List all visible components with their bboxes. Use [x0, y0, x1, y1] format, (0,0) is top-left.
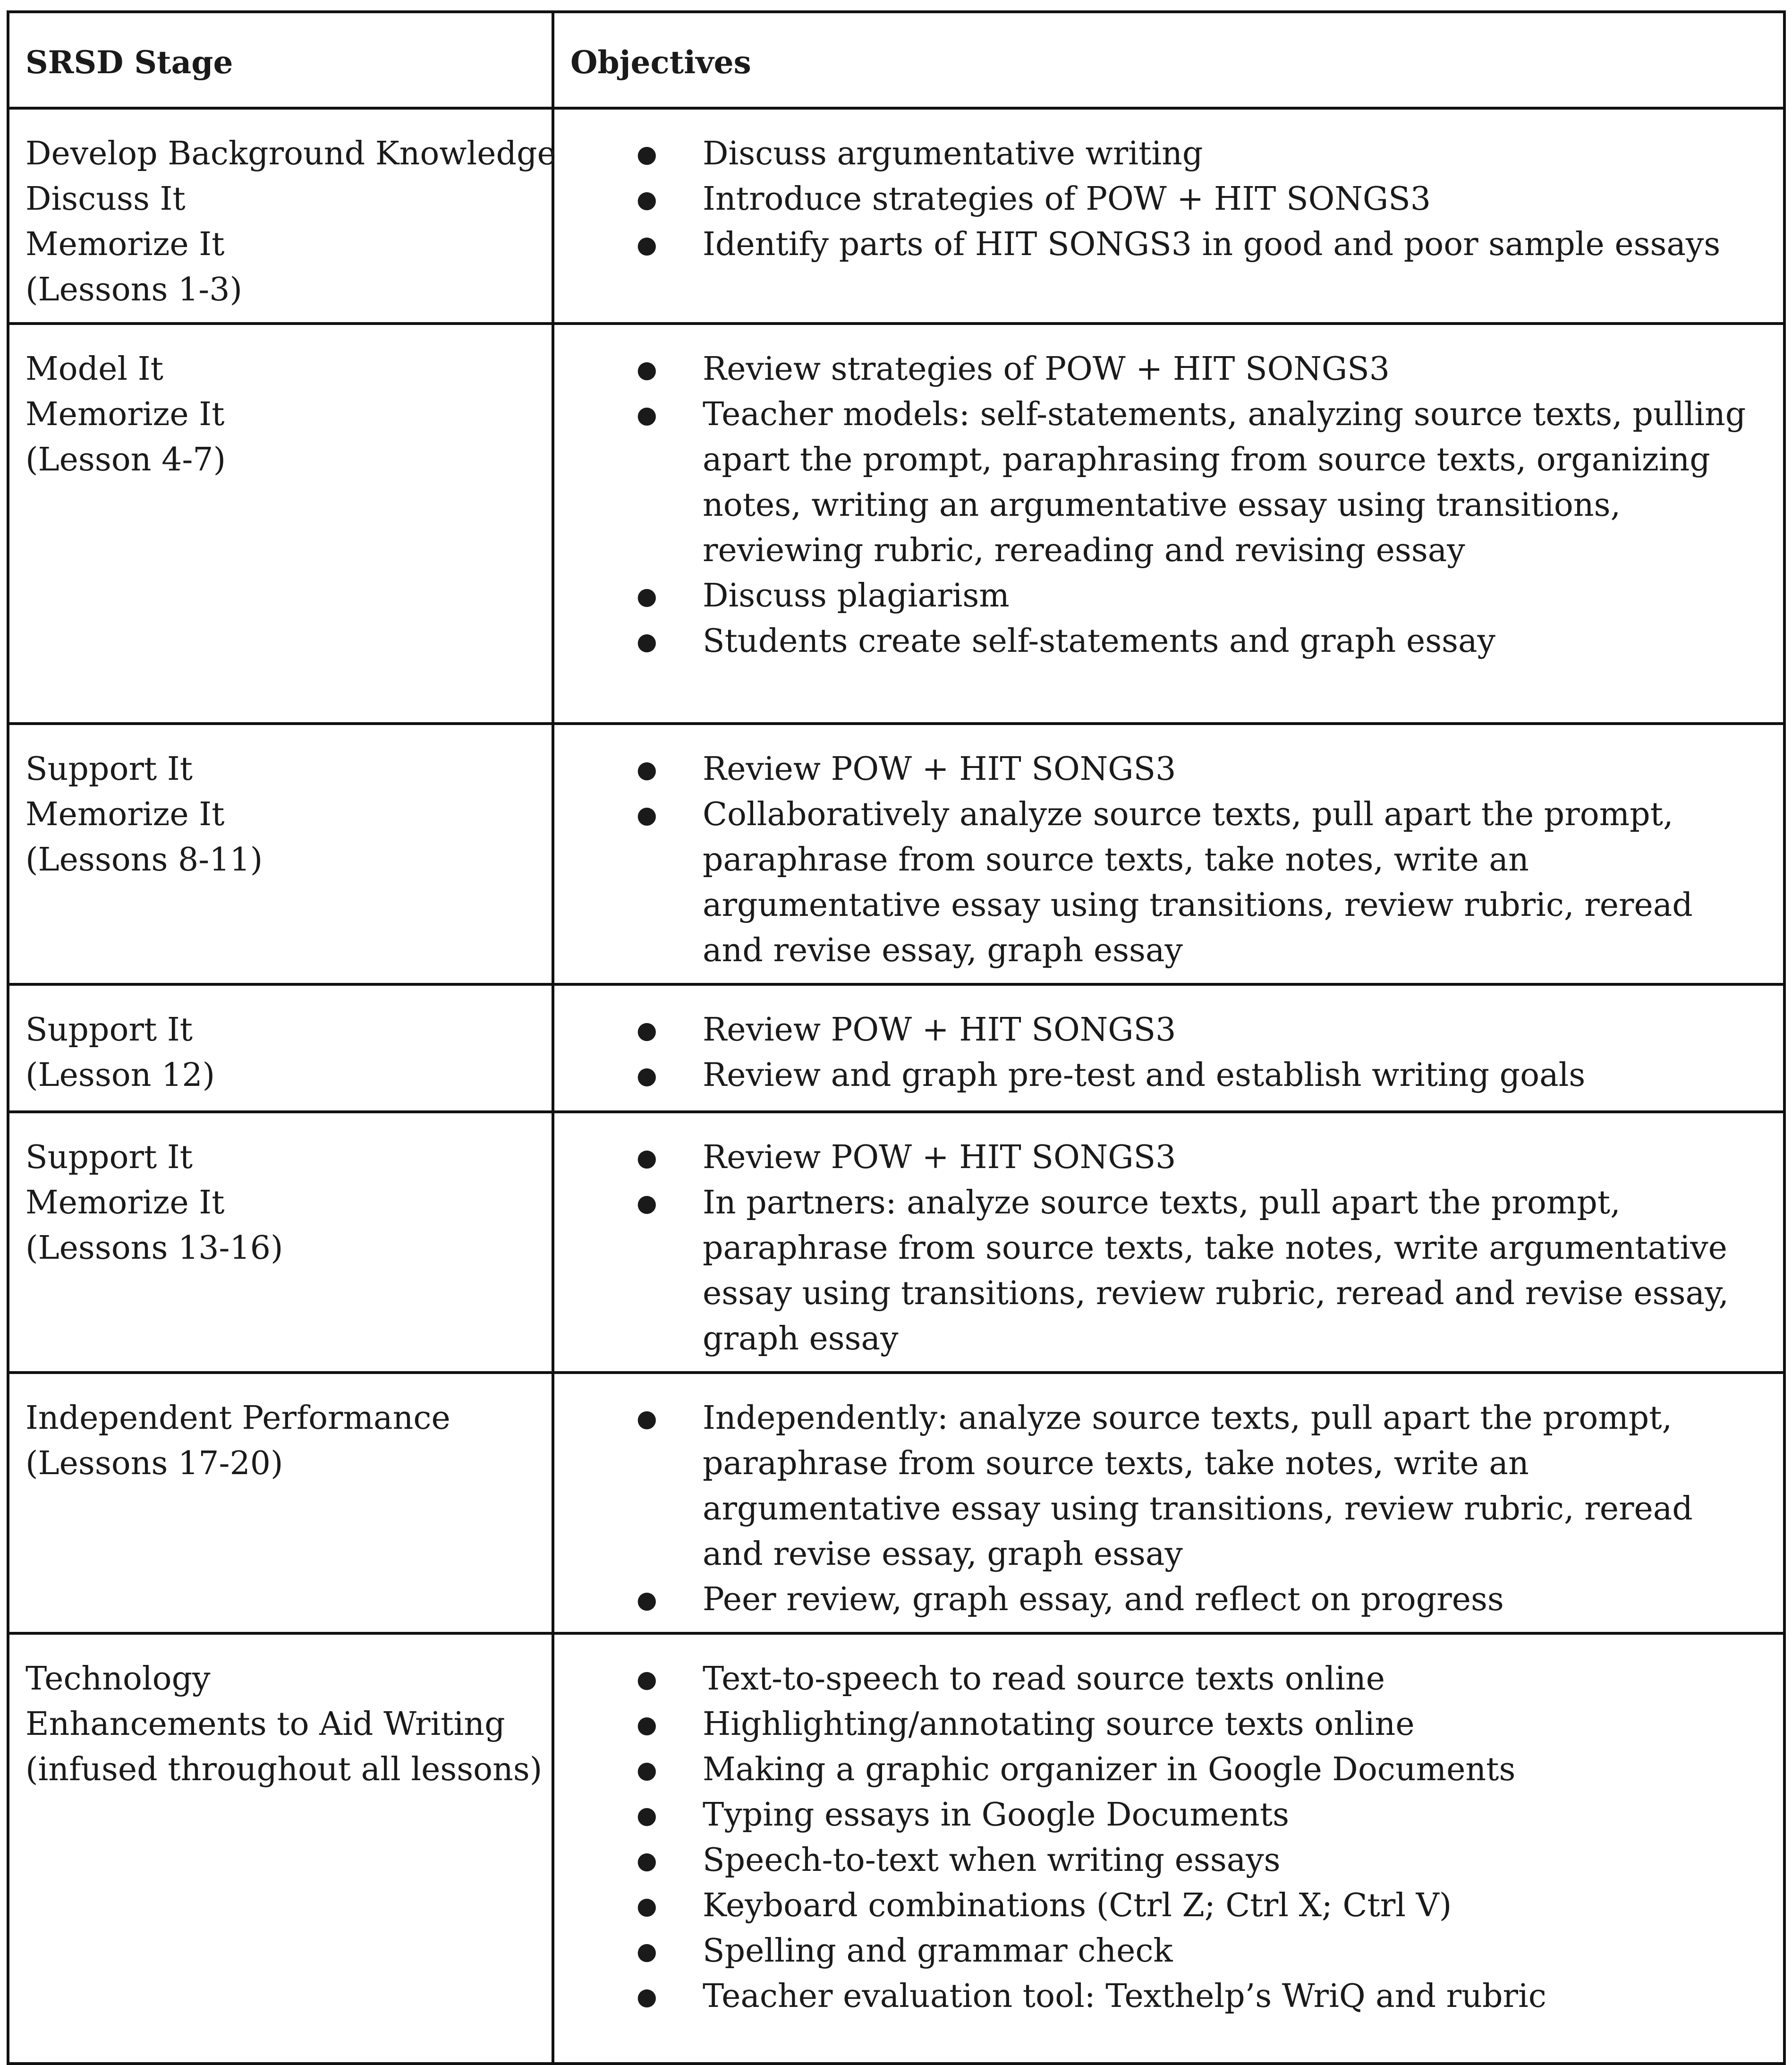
objectives-cell	[553, 1373, 1784, 1633]
bullet-icon: ●	[637, 1586, 657, 1613]
objective-text: Identify parts of HIT SONGS3 in good and poor sample essays	[703, 226, 1721, 263]
header-srsd-stage	[8, 12, 553, 108]
bullet-icon: ●	[637, 1665, 657, 1693]
header-srsd-stage-label: SRSD Stage	[25, 44, 233, 81]
stage-line: (Lesson 12)	[25, 1057, 215, 1094]
list-item	[570, 1656, 1769, 1702]
list-item	[570, 347, 1769, 392]
objective-text: Independently: analyze source texts, pull apart the prompt, paraphrase from source texts, take notes, write an argumentative essay using transitions, review rubric, reread and revise essay, graph essay	[703, 1399, 1693, 1573]
bullet-icon: ●	[637, 1016, 657, 1044]
stage-line: Discuss It	[25, 180, 186, 218]
table-row	[8, 984, 1784, 1112]
bullet-icon: ●	[637, 1711, 657, 1738]
table-row	[8, 724, 1784, 984]
table-row	[8, 1373, 1784, 1633]
objective-text: Making a graphic organizer in Google Documents	[703, 1751, 1516, 1788]
stage-cell	[8, 324, 553, 724]
bullet-icon: ●	[637, 582, 657, 610]
table-row	[8, 324, 1784, 724]
list-item	[570, 1928, 1769, 1974]
bullet-icon: ●	[637, 140, 657, 168]
bullet-icon: ●	[637, 401, 657, 428]
list-item	[570, 1702, 1769, 1747]
stage-cell	[8, 984, 553, 1112]
bullet-icon: ●	[637, 1801, 657, 1829]
objectives-cell	[553, 108, 1784, 324]
bullet-icon: ●	[637, 756, 657, 783]
list-item	[570, 1883, 1769, 1928]
list-item	[570, 1180, 1769, 1362]
list-item	[570, 619, 1769, 664]
stage-cell	[8, 724, 553, 984]
stage-line: Support It	[25, 1139, 193, 1176]
stage-line: Independent Performance	[25, 1399, 450, 1437]
objectives-cell	[553, 324, 1784, 724]
list-item	[570, 1838, 1769, 1883]
list-item	[570, 792, 1769, 973]
objective-text: Discuss argumentative writing	[703, 135, 1203, 172]
bullet-icon: ●	[637, 1937, 657, 1965]
stage-cell	[8, 1633, 553, 2064]
stage-line: Model It	[25, 350, 163, 388]
stage-line: Enhancements to Aid Writing	[25, 1706, 505, 1743]
stage-line: Memorize It	[25, 1184, 225, 1221]
objective-text: Collaboratively analyze source texts, pull apart the prompt, paraphrase from source texts, take notes, write an argumentative essay using transitions, review rubric, reread and revise essay, graph essay	[703, 796, 1693, 969]
stage-line: (infused throughout all lessons)	[25, 1751, 543, 1788]
stage-line: (Lesson 4-7)	[25, 441, 226, 478]
stage-line: Support It	[25, 751, 193, 788]
objective-text: Introduce strategies of POW + HIT SONGS3	[703, 180, 1431, 218]
list-item	[570, 1053, 1769, 1098]
objectives-list	[570, 347, 1769, 664]
bullet-icon: ●	[637, 231, 657, 258]
objectives-cell	[553, 1112, 1784, 1373]
bullet-icon: ●	[637, 1405, 657, 1432]
bullet-icon: ●	[637, 1756, 657, 1783]
objective-text: Text-to-speech to read source texts online	[703, 1660, 1385, 1698]
bullet-icon: ●	[637, 1062, 657, 1089]
objective-text: Review strategies of POW + HIT SONGS3	[703, 350, 1390, 388]
stage-cell	[8, 1112, 553, 1373]
objective-text: Keyboard combinations (Ctrl Z; Ctrl X; Ctrl V)	[703, 1887, 1452, 1924]
stage-line: (Lessons 13-16)	[25, 1229, 283, 1267]
objective-text: Highlighting/annotating source texts online	[703, 1706, 1415, 1743]
list-item	[570, 1974, 1769, 2019]
objectives-list	[570, 1656, 1769, 2019]
list-item	[570, 573, 1769, 619]
bullet-icon: ●	[637, 801, 657, 828]
table-row	[8, 1633, 1784, 2064]
list-item	[570, 1747, 1769, 1792]
list-item	[570, 131, 1769, 177]
objective-text: Review and graph pre-test and establish writing goals	[703, 1057, 1586, 1094]
stage-line: (Lessons 17-20)	[25, 1445, 283, 1482]
list-item	[570, 1792, 1769, 1838]
bullet-icon: ●	[637, 186, 657, 213]
objectives-list	[570, 1007, 1769, 1098]
stage-line: Support It	[25, 1011, 193, 1049]
objective-text: Discuss plagiarism	[703, 577, 1010, 614]
objective-text: Students create self-statements and graph essay	[703, 623, 1495, 660]
objective-text: Review POW + HIT SONGS3	[703, 1011, 1176, 1049]
objective-text: Review POW + HIT SONGS3	[703, 751, 1176, 788]
list-item	[570, 1007, 1769, 1053]
objective-text: Review POW + HIT SONGS3	[703, 1139, 1176, 1176]
bullet-icon: ●	[637, 1144, 657, 1171]
objective-text: Speech-to-text when writing essays	[703, 1842, 1281, 1879]
objectives-list	[570, 1396, 1769, 1622]
objectives-cell	[553, 984, 1784, 1112]
list-item	[570, 392, 1769, 573]
header-objectives	[553, 12, 1784, 108]
header-objectives-label: Objectives	[570, 44, 751, 81]
objectives-list	[570, 1135, 1769, 1362]
bullet-icon: ●	[637, 1983, 657, 2010]
table-row	[8, 108, 1784, 324]
objective-text: Spelling and grammar check	[703, 1932, 1173, 1970]
bullet-icon: ●	[637, 1892, 657, 1920]
list-item	[570, 747, 1769, 792]
objective-text: Typing essays in Google Documents	[703, 1796, 1290, 1834]
list-item	[570, 1396, 1769, 1577]
list-item	[570, 1577, 1769, 1622]
list-item	[570, 222, 1769, 267]
stage-line: Memorize It	[25, 796, 225, 833]
bullet-icon: ●	[637, 628, 657, 655]
table-header-row	[8, 12, 1784, 108]
objective-text: In partners: analyze source texts, pull apart the prompt, paraphrase from source texts, take notes, write argumentative essay using transitions, review rubric, reread and revise essay, graph essay	[703, 1184, 1729, 1357]
objective-text: Peer review, graph essay, and reflect on progress	[703, 1581, 1504, 1618]
bullet-icon: ●	[637, 1189, 657, 1217]
table-body	[8, 108, 1784, 2064]
table-row	[8, 1112, 1784, 1373]
stage-line: Develop Background Knowledge	[25, 135, 556, 172]
objectives-cell	[553, 1633, 1784, 2064]
bullet-icon: ●	[637, 1847, 657, 1874]
objective-text: Teacher evaluation tool: Texthelp’s WriQ and rubric	[703, 1978, 1546, 2015]
objective-text: Teacher models: self-statements, analyzing source texts, pulling apart the prompt, paraphrasing from source texts, organizing notes, writing an argumentative essay using transitions, reviewing rubric, rereading and revising essay	[703, 396, 1746, 569]
objectives-list	[570, 131, 1769, 267]
bullet-icon: ●	[637, 356, 657, 383]
objectives-list	[570, 747, 1769, 973]
stage-line: (Lessons 1-3)	[25, 271, 242, 308]
stage-cell	[8, 1373, 553, 1633]
stage-line: Memorize It	[25, 226, 225, 263]
list-item	[570, 177, 1769, 222]
srsd-objectives-table	[7, 10, 1786, 2065]
stage-line: (Lessons 8-11)	[25, 841, 263, 879]
objectives-cell	[553, 724, 1784, 984]
stage-line: Memorize It	[25, 396, 225, 433]
list-item	[570, 1135, 1769, 1180]
stage-line: Technology	[25, 1660, 211, 1698]
stage-cell	[8, 108, 556, 324]
